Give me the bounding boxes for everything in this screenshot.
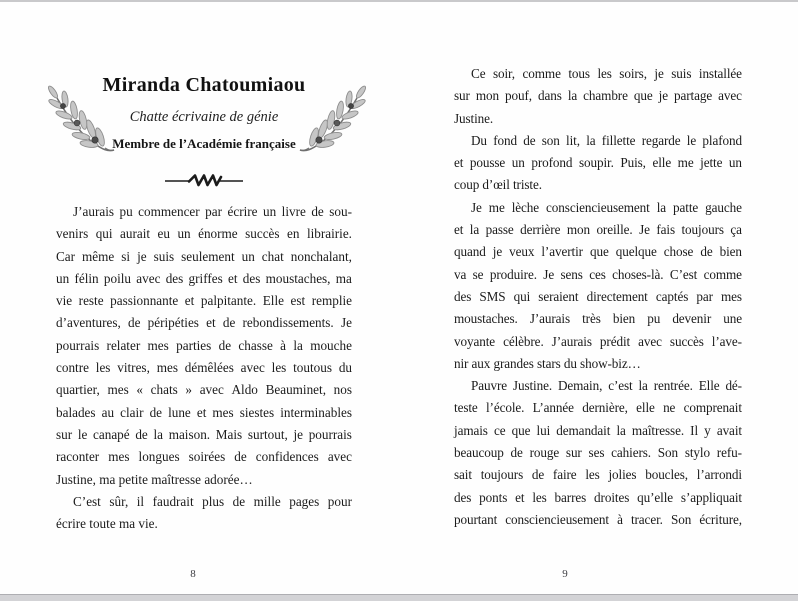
text-line: sur mon pouf, dans la chambre que je partage avec — [454, 88, 742, 104]
text-line: beaucoup de rouge sur ses cahiers. Son stylo refu- — [454, 445, 742, 461]
section-divider-icon — [164, 172, 244, 189]
top-hairline — [0, 0, 798, 2]
olive-branch-right-icon — [298, 84, 378, 162]
text-line: pourrais relater mes parties de chasse à la mouche — [56, 337, 352, 353]
text-line: pourtant consciencieusement à tracer. Son écriture, — [454, 511, 742, 527]
text-line: d’aventures, de péripéties et de rebondissements. Je — [56, 315, 352, 331]
text-line: et pousse un profond soupir. Puis, elle me jette un — [454, 155, 742, 171]
page-number-left: 8 — [190, 568, 196, 580]
text-line: Du fond de son lit, la fillette regarde le plafond — [471, 132, 742, 148]
author-name: Miranda Chatoumiaou — [102, 74, 306, 96]
author-subtitle: Chatte écrivaine de génie — [129, 109, 279, 125]
right-page-body — [454, 63, 742, 531]
bottom-bar — [0, 594, 798, 601]
author-affiliation: Membre de l’Académie française — [112, 136, 296, 151]
text-line: teste l’école. L’année dernière, elle ne comprenait — [454, 400, 742, 416]
text-line: moustaches. J’aurais très bien pu devenir une — [454, 311, 742, 327]
text-line: nir aux grandes stars du show-biz… — [454, 355, 641, 371]
text-line: jamais ce que lui demandait la maîtresse. Il y avait — [454, 422, 742, 438]
text-line: contre les vitres, mes démêlées avec les toutous du — [56, 360, 352, 376]
text-line: Je me lèche consciencieusement la patte gauche — [471, 199, 742, 215]
text-line: vie reste passionnante et palpitante. Elle est remplie — [56, 293, 352, 309]
text-line: venirs qui aurait eu un énorme succès en librairie. — [56, 226, 352, 242]
text-line: et la passe derrière mon oreille. Je fais toujours ça — [454, 222, 742, 238]
text-line: sur le canapé de la maison. Mais surtout, je pourrais — [56, 426, 352, 442]
olive-branch-left-icon — [36, 84, 116, 162]
page-number-right: 9 — [562, 568, 568, 580]
text-line: Justine, ma petite maîtresse adorée… — [56, 471, 253, 487]
text-line: quartier, mes « chats » avec Aldo Beauminet, nos — [56, 382, 352, 398]
text-line: C’est sûr, il faudrait plus de mille pages pour — [73, 493, 352, 509]
text-line: des ponts et les barres droites qu’elle s’appliquait — [454, 489, 742, 505]
text-line: sait toujours de faire les jolies boucles, l’arrondi — [454, 467, 742, 483]
text-line: voyante célèbre. J’aurais prédit avec succès l’ave- — [454, 333, 742, 349]
text-line: Justine. — [454, 110, 494, 126]
text-line: écrire toute ma vie. — [56, 516, 158, 532]
text-line: quand je veux l’avertir que quelque chose de bien — [454, 244, 742, 260]
text-line: des SMS qui seraient directement captés par mes — [454, 288, 742, 304]
text-line: un félin poilu avec des griffes et des moustaches, ma — [56, 270, 352, 286]
text-line: va se produire. Je sens ces choses-là. C’est comme — [454, 266, 742, 282]
text-line: Ce soir, comme tous les soirs, je suis installée — [471, 66, 742, 81]
left-page-body — [56, 201, 352, 535]
text-line: Car même si je suis seulement un chat nonchalant, — [56, 248, 352, 264]
text-line: balades au clair de lune et mes siestes interminables — [56, 404, 352, 420]
text-line: Pauvre Justine. Demain, c’est la rentrée. Elle dé- — [471, 378, 742, 394]
text-line: J’aurais pu commencer par écrire un livre de sou- — [73, 204, 352, 219]
text-line: raconter mes longues soirées de confidences avec — [56, 449, 352, 465]
text-line: coup d’œil triste. — [454, 177, 542, 193]
